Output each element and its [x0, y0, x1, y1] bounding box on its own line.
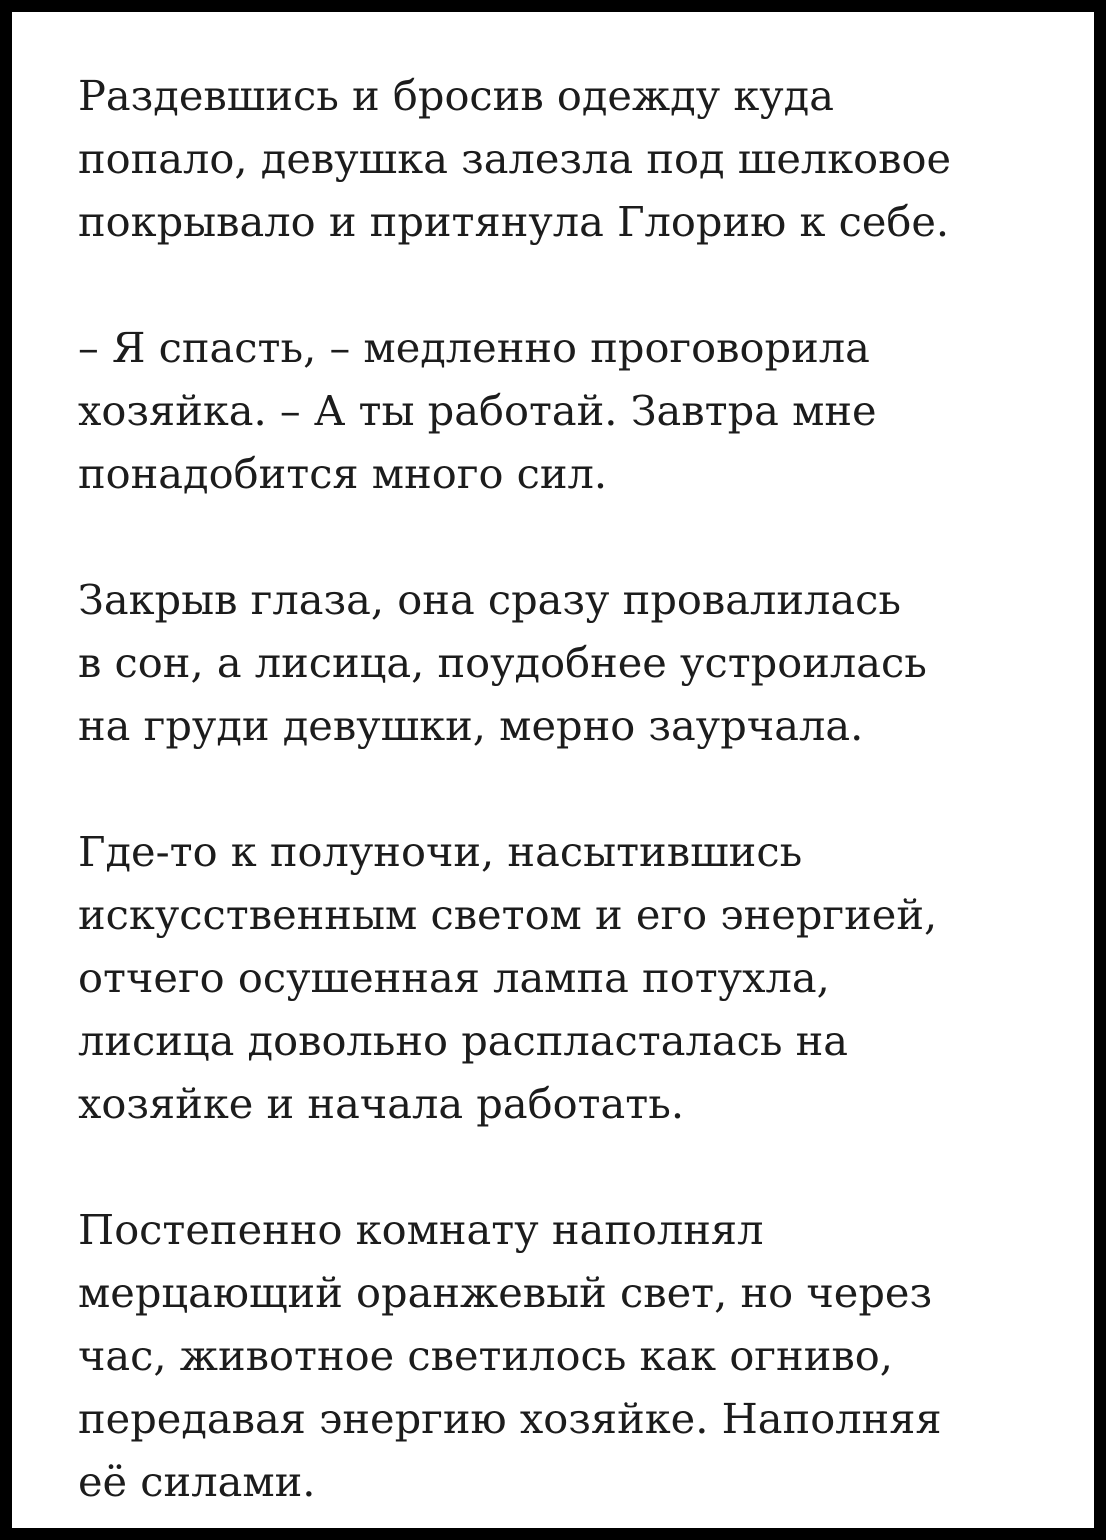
paragraph-5	[78, 1198, 1068, 1513]
text-line: Закрыв глаза, она сразу провалилась	[78, 575, 901, 624]
text-line: лисица довольно распласталась на	[78, 1016, 849, 1065]
text-line: хозяйка. – А ты работай. Завтра мне	[78, 386, 877, 435]
text-line: Где-то к полуночи, насытившись	[78, 827, 803, 876]
text-line: её силами.	[78, 1457, 316, 1506]
text-line: отчего осушенная лампа потухла,	[78, 953, 830, 1002]
text-line: – Я спасть, – медленно проговорила	[78, 323, 870, 372]
text-line: Постепенно комнату наполнял	[78, 1205, 764, 1254]
text-line: Раздевшись и бросив одежду куда	[78, 71, 834, 120]
paragraph-4	[78, 820, 1068, 1135]
text-line: мерцающий оранжевый свет, но через	[78, 1268, 933, 1317]
text-line: покрывало и притянула Глорию к себе.	[78, 197, 950, 246]
text-line: попало, девушка залезла под шелковое	[78, 134, 952, 183]
text-line: искусственным светом и его энергией,	[78, 890, 938, 939]
text-line: хозяйке и начала работать.	[78, 1079, 685, 1128]
text-line: понадобится много сил.	[78, 449, 608, 498]
paragraph-1	[78, 64, 1068, 253]
text-line: передавая энергию хозяйке. Наполняя	[78, 1394, 942, 1443]
paragraph-3	[78, 568, 1068, 757]
paragraph-2	[78, 316, 1068, 505]
text-body	[78, 64, 1068, 1513]
text-line: час, животное светилось как огниво,	[78, 1331, 893, 1380]
page	[12, 12, 1094, 1528]
text-line: в сон, а лисица, поудобнее устроилась	[78, 638, 927, 687]
text-line: на груди девушки, мерно заурчала.	[78, 701, 864, 750]
